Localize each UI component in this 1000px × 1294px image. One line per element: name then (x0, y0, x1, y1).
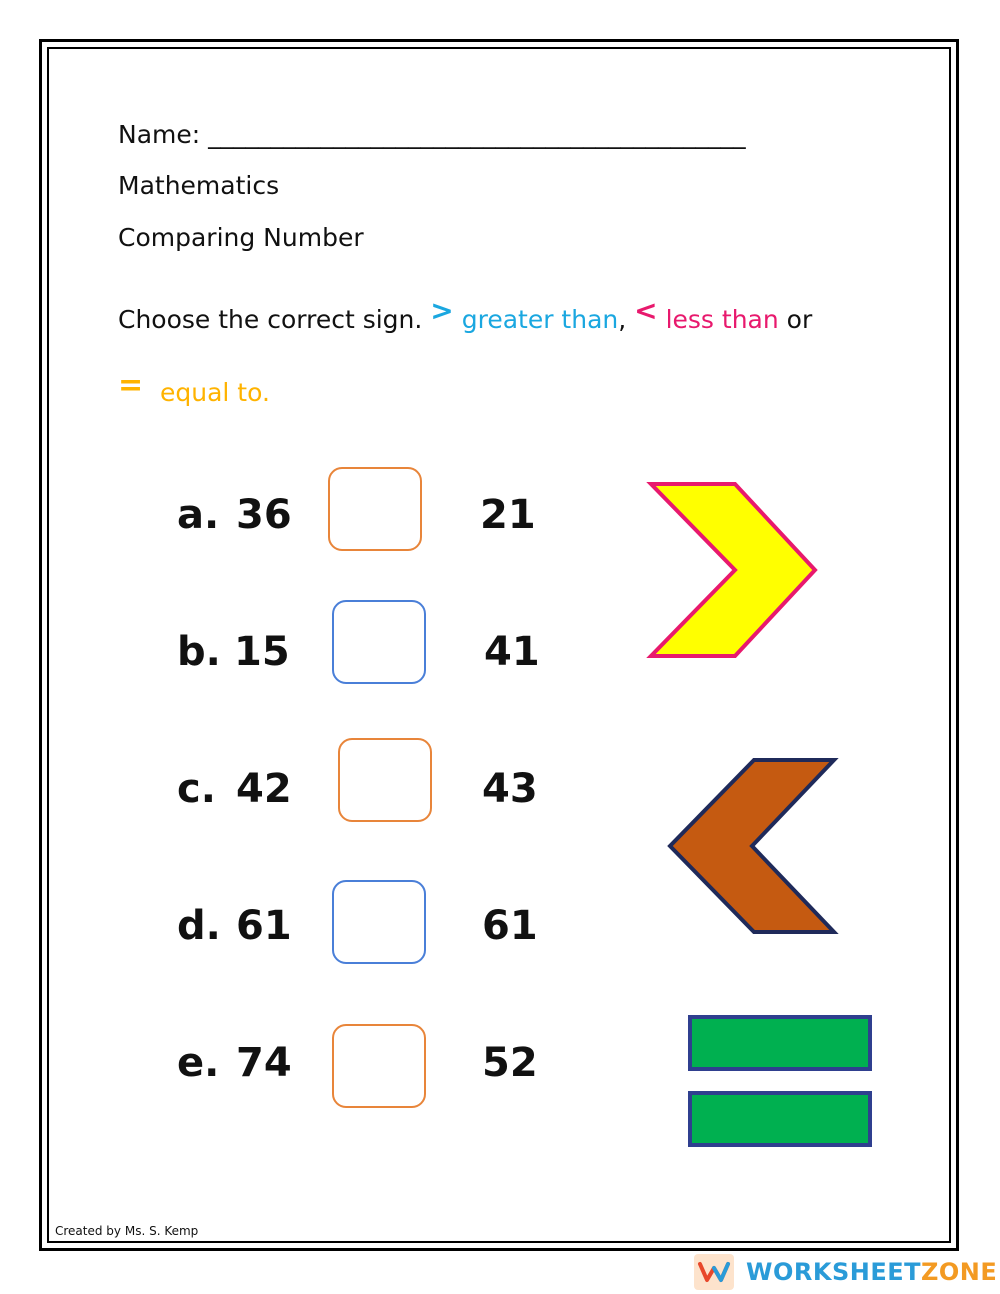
item-e-label: e. (177, 1040, 220, 1086)
less-than-shape-icon[interactable] (664, 756, 844, 940)
equal-shape-icon[interactable] (686, 1013, 874, 1149)
item-d-left-number: 61 (236, 903, 292, 949)
item-c-answer-box[interactable] (338, 738, 432, 822)
item-c-right-number: 43 (482, 766, 538, 812)
greater-than-symbol: > (430, 294, 454, 327)
worksheetzone-logo-icon (694, 1254, 734, 1290)
greater-than-text: greater than (461, 305, 619, 334)
item-a-answer-box[interactable] (328, 467, 422, 551)
item-a-right-number: 21 (480, 492, 536, 538)
item-c-label: c. (177, 766, 216, 812)
instruction-lead: Choose the correct sign. (118, 305, 423, 334)
item-b-left-number: 15 (234, 629, 290, 675)
item-a-left-number: 36 (236, 492, 292, 538)
item-d-right-number: 61 (482, 903, 538, 949)
brand-watermark (694, 1254, 997, 1290)
equal-text: equal to. (160, 378, 270, 407)
brand-part1: WORKSHEET (746, 1258, 921, 1286)
item-d-answer-box[interactable] (332, 880, 426, 964)
instruction-comma: , (618, 305, 627, 334)
item-e-answer-box[interactable] (332, 1024, 426, 1108)
less-than-symbol: < (634, 294, 658, 327)
subject-title: Mathematics (118, 171, 280, 200)
instruction-or: or (786, 305, 813, 334)
item-c-left-number: 42 (236, 766, 292, 812)
brand-part2: ZONE (920, 1258, 998, 1286)
creator-credit: Created by Ms. S. Kemp (55, 1224, 199, 1238)
item-d-label: d. (177, 903, 221, 949)
greater-than-shape-icon[interactable] (645, 480, 825, 662)
instruction-line (118, 294, 813, 335)
topic-title: Comparing Number (118, 223, 364, 252)
equal-symbol: = (118, 368, 144, 403)
item-a-label: a. (177, 492, 220, 538)
brand-name (746, 1258, 997, 1286)
item-e-left-number: 74 (236, 1040, 292, 1086)
name-field-label: Name: ___________________________________________ (118, 120, 746, 149)
less-than-text: less than (665, 305, 779, 334)
item-b-answer-box[interactable] (332, 600, 426, 684)
item-b-right-number: 41 (484, 629, 540, 675)
item-b-label: b. (177, 629, 221, 675)
item-e-right-number: 52 (482, 1040, 538, 1086)
